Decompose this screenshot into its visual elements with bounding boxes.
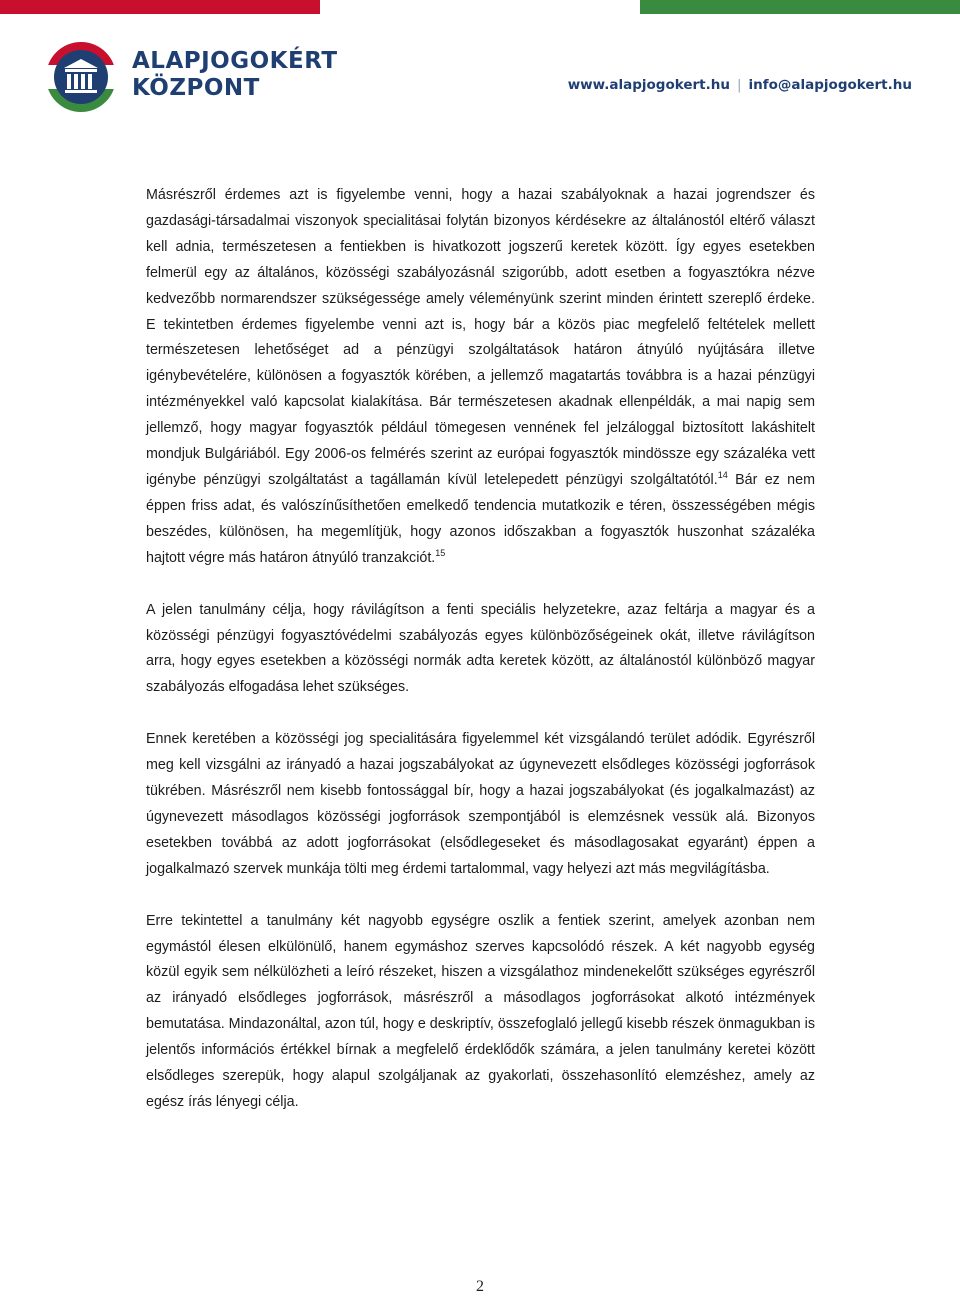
paragraph-4: [146, 909, 815, 1116]
paragraph-1: [146, 183, 815, 572]
logo-line-1: ALAPJOGOKÉRT: [132, 48, 338, 74]
page-header: [0, 0, 960, 120]
tricolor-stripe: [0, 0, 960, 14]
contact-info: [568, 77, 912, 93]
paragraph-3: [146, 727, 815, 882]
organization-logo: [44, 40, 338, 114]
paragraph-4-text: Erre tekintettel a tanulmány két nagyobb egységre oszlik a fentiek szerint, amelyek azonban nem egymástól élesen elkülönülő, hanem egymáshoz szerves kapcsolódó részek. A két nagyobb egység közül egyik sem nélkülözheti a leíró részeket, hiszen a vizsgálathoz mindenekelőtt szükséges egyrészről az irányadó elsődleges jogforrások, másrészről a másodlagos jogforrásokat alkotó intézmények bemutatása. Mindazonáltal, azon túl, hogy e deskriptív, összefoglaló jellegű kisebb részek önmagukban is jelentős információs értékkel bírnak a megfelelő érdeklődők számára, a jelen tanulmány keretei között elsődleges szerepük, hogy alapul szolgáljanak az gyakorlati, összehasonlító elemzéshez, amely az egész írás lényegi célja.: [146, 912, 815, 1110]
body-text: [146, 183, 815, 1142]
paragraph-2-text: A jelen tanulmány célja, hogy rávilágítson a fenti speciális helyzetekre, azaz feltárja a magyar és a közösségi pénzügyi fogyasztóvédelmi szabályozás egyes különbözőségeinek okát, illetve rávilágítson arra, hogy egyes esetekben a közösségi normák adta keretek között, az általánostól különböző magyar szabályozás elfogadása lehet szükséges.: [146, 601, 815, 696]
contact-separator: |: [736, 77, 742, 93]
logo-line-2: KÖZPONT: [132, 75, 260, 101]
paragraph-3-text: Ennek keretében a közösségi jog specialitására figyelemmel két vizsgálandó terület adódik. Egyrészről meg kell vizsgálni az irányadó a hazai jogszabályokat az úgynevezett elsődleges közösségi jogforrások tükrében. Másrészről nem kisebb fontossággal bír, hogy a hazai jogszabályokat (és jogalkalmazást) az úgynevezett másodlagos közösségi jogforrások szempontjából is elemzésnek vessük alá. Bizonyos esetekben továbbá az adott jogforrásokat (elsődlegeseket és másodlagosakat egyaránt) éppen a jogalkalmazó szervek munkája tölti meg érdemi tartalommal, vagy helyezi azt más megvilágításba.: [146, 731, 815, 877]
footnote-ref-15[interactable]: 15: [435, 547, 446, 558]
paragraph-1-text-b: Bár ez nem éppen friss adat, és valószínűsíthetően emelkedő tendencia mutatkozik e téren, összességében mégis beszédes, különösen, ha megemlítjük, hogy azonos időszakban a fogyasztók huszonhat százaléka hajtott végre más határon átnyúló tranzakciót.: [146, 471, 815, 566]
footnote-ref-14[interactable]: 14: [717, 470, 728, 481]
email-link[interactable]: info@alapjogokert.hu: [748, 77, 912, 93]
paragraph-2: [146, 598, 815, 702]
website-link[interactable]: www.alapjogokert.hu: [567, 77, 730, 93]
paragraph-1-text-a: Másrészről érdemes azt is figyelembe venni, hogy a hazai szabályoknak a hazai jogrendszer és gazdasági-társadalmai viszonyok specialitásai folytán bizonyos kérdésekre az általánostól eltérő választ kell adnia, természetesen a fentiekben is hivatkozott jogszerű keretek között. Így egyes esetekben felmerül egy az általános, közösségi szabályozásnál szigorúbb, adott esetben a fogyasztókra nézve kedvezőbb normarendszer szükségessége amely véleményünk szerint minden érintett szereplő érdeke. E tekintetben érdemes figyelembe venni azt is, hogy bár a közös piac megfelelő feltételek mellett természetesen lehetőséget ad a pénzügyi szolgáltatások határon átnyúló nyújtására illetve igénybevételére, különösen a fogyasztók körében, a jellemző magatartás továbbra is a hazai pénzügyi intézményekkel való kapcsolat kialakítása. Bár természetesen akadnak ellenpéldák, a mai napig sem jellemző, hogy magyar fogyasztók például tömegesen vennének fel jelzáloggal biztosított lakáshitelt mondjuk Bulgáriából. Egy 2006-os felmérés szerint az európai fogyasztók mindössze egy százaléka vett igénybe pénzügyi szolgáltatást a tagállamán kívül letelepedett pénzügyi szolgáltatótól.: [146, 187, 815, 488]
page-number: 2: [476, 1278, 484, 1295]
pillared-building-icon: [44, 40, 118, 114]
logo-wordmark: [132, 50, 338, 100]
